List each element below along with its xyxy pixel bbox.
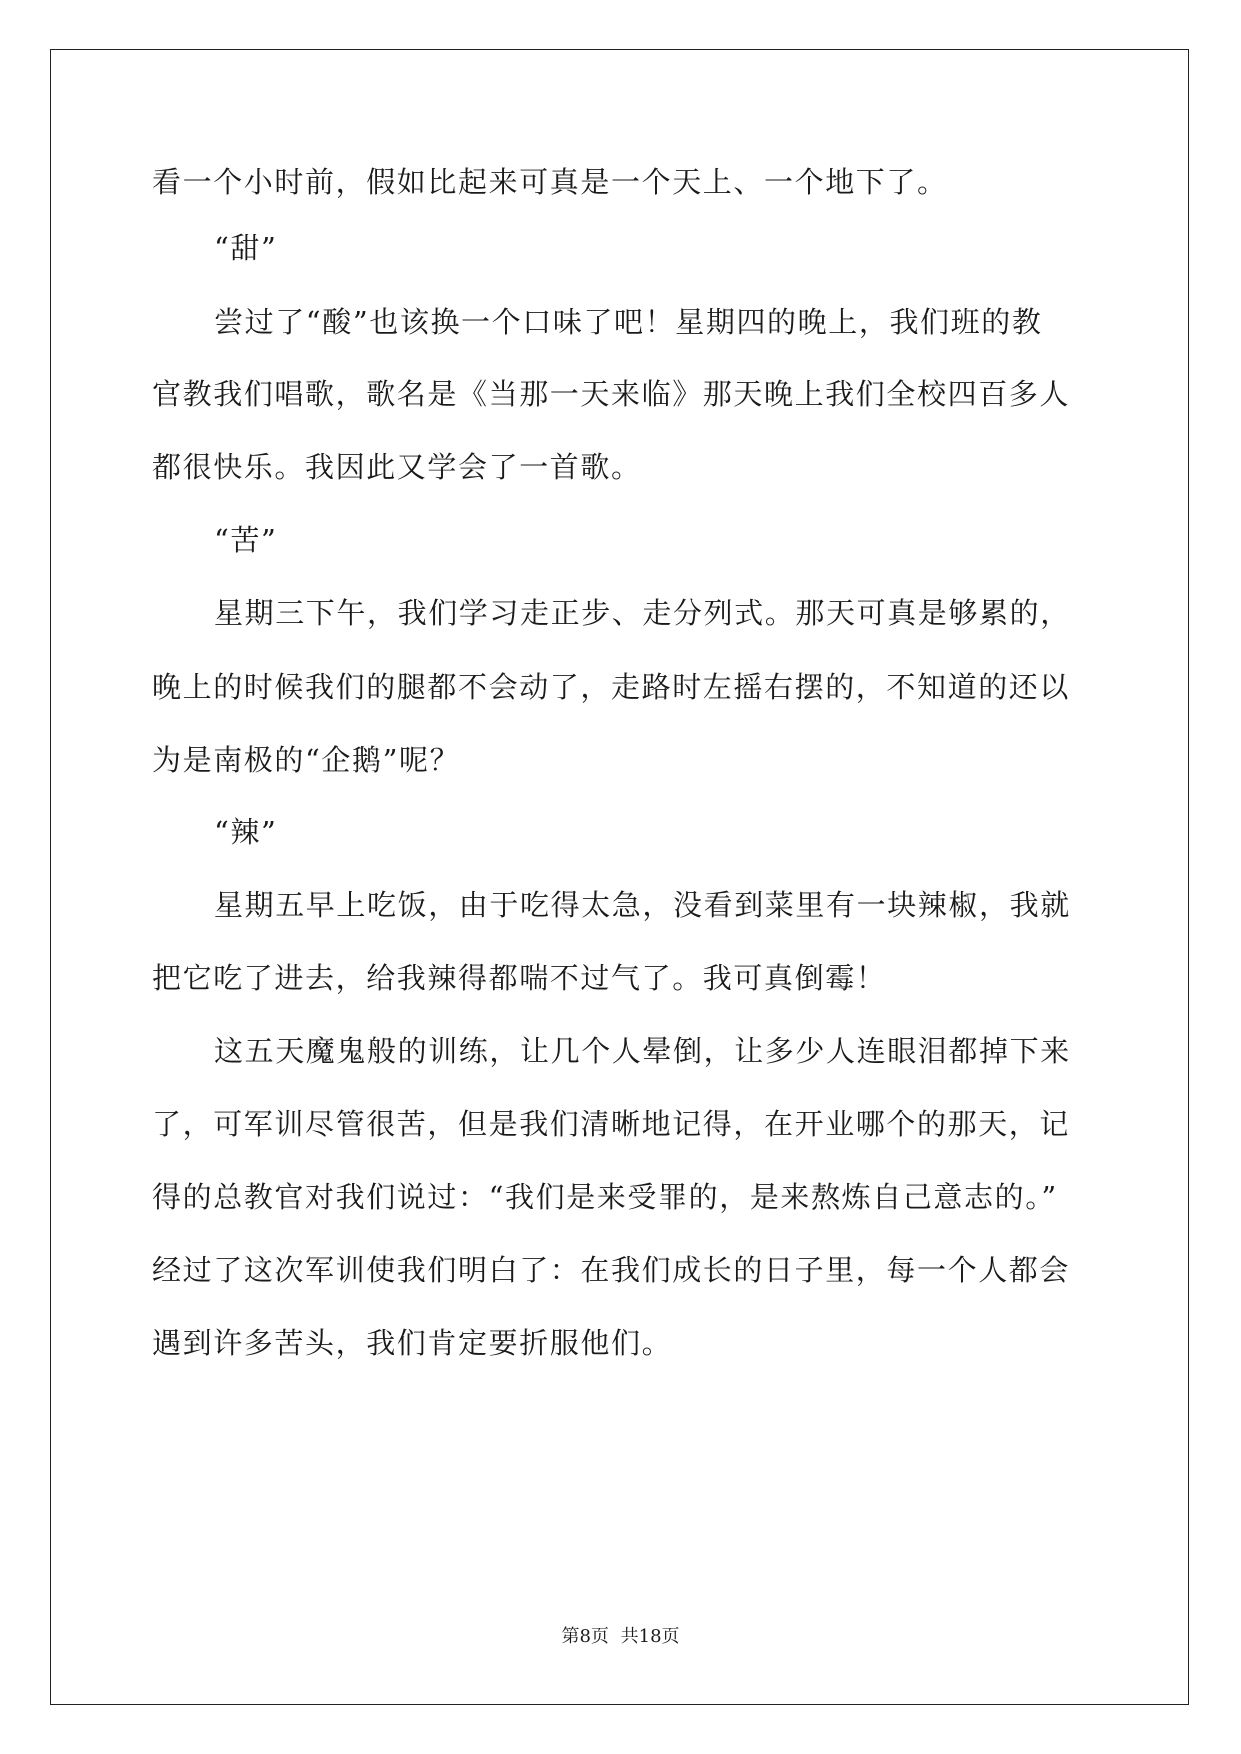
text-line: 经过了这次军训使我们明白了：在我们成长的日子里，每一个人都会: [152, 1253, 1071, 1287]
text-line: 这五天魔鬼般的训练，让几个人晕倒，让多少人连眼泪都掉下来: [214, 1034, 1071, 1068]
text-line: 尝过了“酸”也该换一个口味了吧！星期四的晚上，我们班的教: [214, 305, 1043, 339]
text-line: 看一个小时前，假如比起来可真是一个天上、一个地下了。: [152, 165, 948, 199]
page-total: 共18页: [620, 1626, 680, 1647]
page-number: 第8页: [561, 1626, 609, 1647]
text-line: 为是南极的“企鹅”呢？: [152, 743, 461, 777]
section-heading-sweet: “甜”: [214, 231, 278, 265]
page-border: [50, 49, 1189, 1705]
text-line: 得的总教官对我们说过：“我们是来受罪的，是来熬炼自己意志的。”: [152, 1180, 1058, 1214]
text-line: 官教我们唱歌，歌名是《当那一天来临》那天晚上我们全校四百多人: [152, 377, 1071, 411]
page-footer: [0, 1626, 1241, 1648]
text-line: 了，可军训尽管很苦，但是我们清晰地记得，在开业哪个的那天，记: [152, 1107, 1071, 1141]
text-line: 晚上的时候我们的腿都不会动了，走路时左摇右摆的，不知道的还以: [152, 670, 1071, 704]
text-line: 把它吃了进去，给我辣得都喘不过气了。我可真倒霉！: [152, 961, 887, 995]
section-heading-spicy: “辣”: [214, 815, 278, 849]
text-line: 都很快乐。我因此又学会了一首歌。: [152, 450, 642, 484]
text-line: 星期五早上吃饭，由于吃得太急，没看到菜里有一块辣椒，我就: [214, 888, 1071, 922]
section-heading-bitter: “苦”: [214, 523, 278, 557]
text-line: 星期三下午，我们学习走正步、走分列式。那天可真是够累的，: [214, 596, 1071, 630]
text-line: 遇到许多苦头，我们肯定要折服他们。: [152, 1326, 673, 1360]
